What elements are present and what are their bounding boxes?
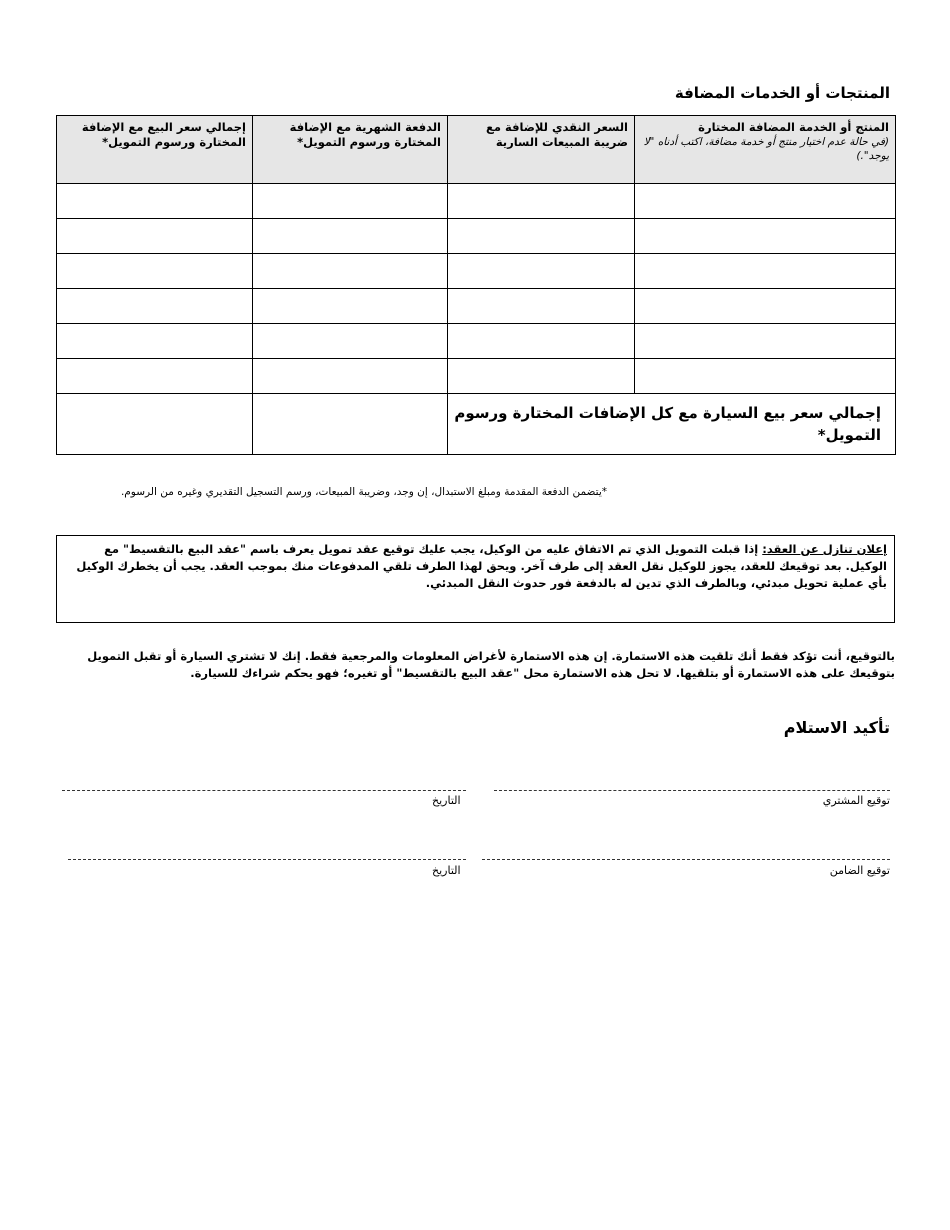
guarantor-signature-line[interactable] (482, 859, 890, 860)
notice-heading: إعلان تنازل عن العقد: (762, 542, 887, 556)
total-price-cell[interactable] (57, 359, 253, 394)
buyer-signature-line[interactable] (494, 790, 890, 791)
header-cash-price: السعر النقدي للإضافة مع ضريبة المبيعات السارية (448, 116, 635, 184)
table-row (57, 289, 896, 324)
total-row (57, 394, 896, 455)
cash-price-cell[interactable] (448, 184, 635, 219)
section-title: المنتجات أو الخدمات المضافة (674, 84, 890, 102)
header-product-note: (في حالة عدم اختيار منتج أو خدمة مضافة، اكتب أدناه "لا يوجد".) (643, 136, 889, 162)
cash-price-cell[interactable] (448, 254, 635, 289)
table-row (57, 359, 896, 394)
total-price-cell[interactable] (57, 184, 253, 219)
header-product (635, 116, 896, 184)
monthly-payment-cell[interactable] (253, 184, 448, 219)
header-monthly-payment: الدفعة الشهرية مع الإضافة المختارة ورسوم التمويل* (253, 116, 448, 184)
table-header-row (57, 116, 896, 184)
product-cell[interactable] (635, 254, 896, 289)
assignment-notice-box (56, 535, 895, 623)
buyer-date-line[interactable] (62, 790, 466, 791)
addons-table (56, 115, 896, 455)
total-price-cell[interactable] (57, 394, 253, 455)
acknowledgment-title: تأكيد الاستلام (783, 718, 890, 737)
buyer-date-label: التاريخ (432, 794, 461, 807)
acknowledgment-text: بالتوقيع، أنت تؤكد فقط أنك تلقيت هذه الاستمارة. إن هذه الاستمارة لأغراض المعلومات والمرجعية فقط. إنك لا تشتري السيارة أو تقبل التمويل بتوقيعك على هذه الاستمارة أو بتلقيها. لا تحل هذه الاستمارة محل "عقد البيع بالتقسيط" أو تغيره؛ فهو يحكم شراءك للسيارة. (87, 649, 895, 680)
cash-price-cell[interactable] (448, 359, 635, 394)
total-label: إجمالي سعر بيع السيارة مع كل الإضافات المختارة ورسوم التمويل* (448, 394, 896, 455)
product-cell[interactable] (635, 289, 896, 324)
monthly-payment-cell[interactable] (253, 324, 448, 359)
monthly-payment-cell[interactable] (253, 359, 448, 394)
monthly-payment-cell[interactable] (253, 219, 448, 254)
guarantor-signature-label: توقيع الضامن (829, 864, 890, 877)
notice-body: إذا قبلت التمويل الذي تم الاتفاق عليه من الوكيل، يجب عليك توقيع عقد تمويل يعرف باسم "عقد البيع بالتقسيط" مع الوكيل. بعد توقيعك للعقد، يجوز للوكيل نقل العقد إلى طرف آخر. ويحق لهذا الطرف تلقي المدفوعات منك بموجب العقد. يجب أن يخطرك الوكيل بأي عملية تحويل مبدئي، وبالطرف الذي تدين له بالدفعة فور حدوث النقل المبدئي. (76, 542, 887, 590)
total-price-cell[interactable] (57, 254, 253, 289)
cash-price-cell[interactable] (448, 324, 635, 359)
guarantor-date-line[interactable] (68, 859, 466, 860)
product-cell[interactable] (635, 324, 896, 359)
table-row (57, 324, 896, 359)
table-row (57, 254, 896, 289)
product-cell[interactable] (635, 359, 896, 394)
guarantor-date-label: التاريخ (432, 864, 461, 877)
product-cell[interactable] (635, 219, 896, 254)
total-price-cell[interactable] (57, 289, 253, 324)
product-cell[interactable] (635, 184, 896, 219)
total-price-cell[interactable] (57, 219, 253, 254)
monthly-payment-cell[interactable] (253, 289, 448, 324)
buyer-signature-label: توقيع المشتري (822, 794, 890, 807)
total-price-cell[interactable] (57, 324, 253, 359)
table-row (57, 184, 896, 219)
cash-price-cell[interactable] (448, 219, 635, 254)
table-row (57, 219, 896, 254)
monthly-payment-cell[interactable] (253, 254, 448, 289)
total-monthly-cell[interactable] (253, 394, 448, 455)
header-product-title: المنتج أو الخدمة المضافة المختارة (698, 120, 889, 134)
footnote: *يتضمن الدفعة المقدمة ومبلغ الاستبدال، إن وجد، وضريبة المبيعات، ورسم التسجيل التقديري وغيره من الرسوم. (120, 486, 607, 498)
cash-price-cell[interactable] (448, 289, 635, 324)
header-total-price: إجمالي سعر البيع مع الإضافة المختارة ورسوم التمويل* (57, 116, 253, 184)
